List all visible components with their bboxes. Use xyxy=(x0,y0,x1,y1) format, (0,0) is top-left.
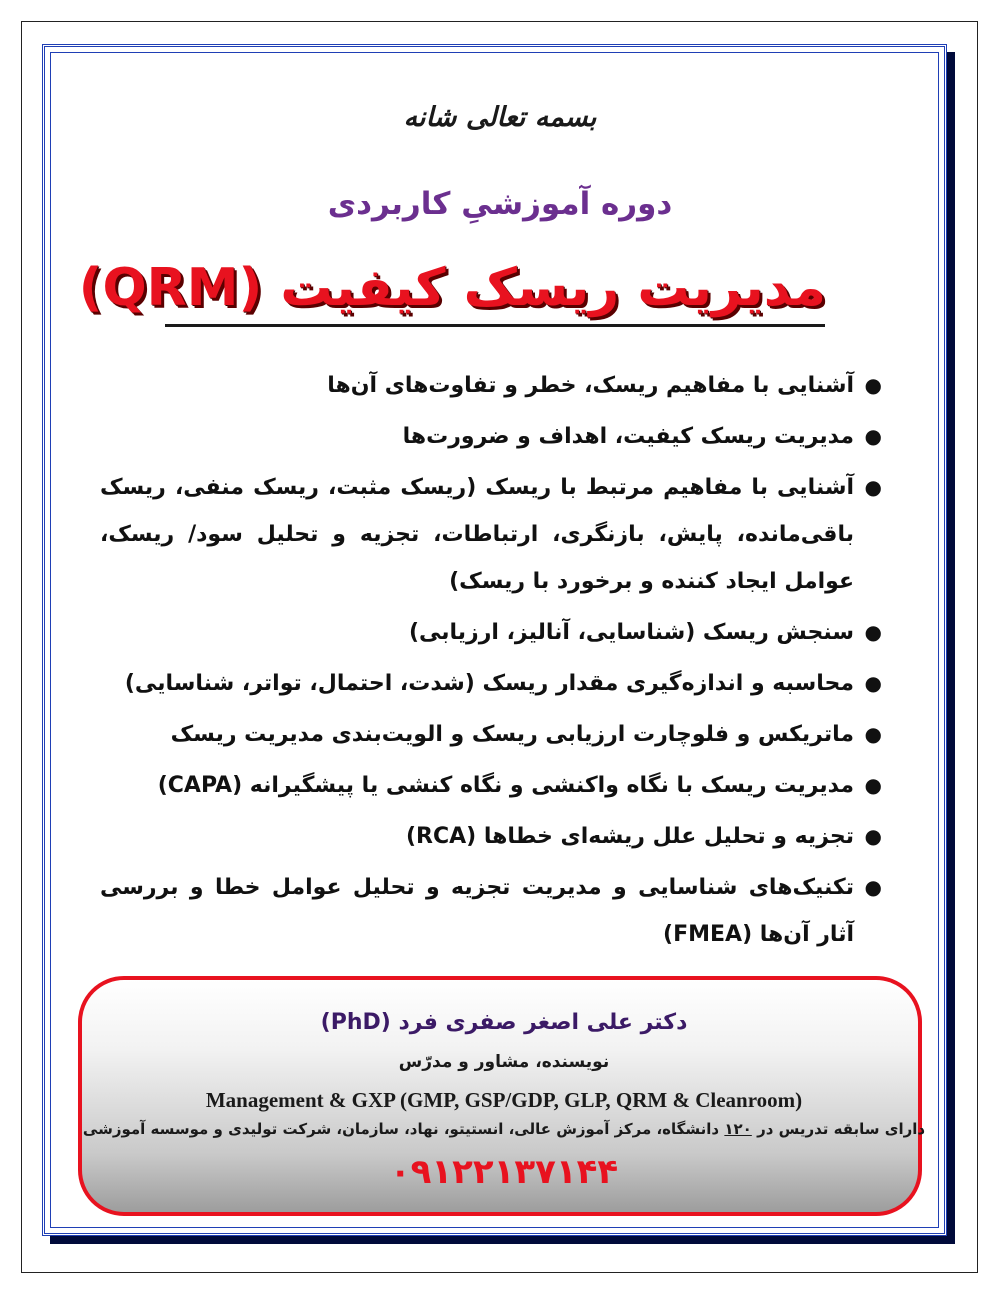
topic-item: ● آشنایی با مفاهیم مرتبط با ریسک (ریسک مثبت، ریسک منفی، ریسک باقی‌مانده، پایش، بازنگری، ارتباطات، تجزیه و تحلیل سود/ ریسک، عوامل ایجاد کننده و برخورد با ریسک) xyxy=(100,464,890,605)
bullet-icon: ● xyxy=(864,424,882,448)
bullet-icon: ● xyxy=(864,824,882,848)
topic-item: ● آشنایی با مفاهیم ریسک، خطر و تفاوت‌های آن‌ها xyxy=(100,362,890,409)
instructor-name: دکتر علی اصغر صفری فرد (PhD) xyxy=(320,1010,688,1035)
instructor-experience: دارای سابقه تدریس در ۱۲۰ دانشگاه، مرکز آموزش عالی، انستیتو، نهاد، سازمان، شرکت تولیدی و موسسه آموزشی xyxy=(82,1120,926,1138)
instructor-box xyxy=(78,976,926,1216)
bullet-icon: ● xyxy=(864,373,882,397)
instructor-fields: Management & GXP (GMP, GSP/GDP, GLP, QRM & Cleanroom) xyxy=(205,1088,803,1112)
bullet-icon: ● xyxy=(864,722,882,746)
topic-item: ● تجزیه و تحلیل علل ریشه‌ای خطاها (RCA) xyxy=(100,813,890,860)
title-underline xyxy=(165,324,825,327)
topic-item: ● سنجش ریسک (شناسایی، آنالیز، ارزیابی) xyxy=(100,609,890,656)
topic-list xyxy=(100,362,890,962)
topic-item: ● تکنیک‌های شناسایی و مدیریت تجزیه و تحلیل عوامل خطا و بررسی آثار آن‌ها (FMEA) xyxy=(100,864,890,958)
invocation-calligraphy: بسمه تعالی شانه xyxy=(403,102,597,133)
bullet-icon: ● xyxy=(864,620,882,644)
course-title: مدیریت ریسک کیفیت (QRM) xyxy=(78,258,826,318)
topic-item: ● مدیریت ریسک کیفیت، اهداف و ضرورت‌ها xyxy=(100,413,890,460)
bullet-icon: ● xyxy=(864,875,882,899)
bullet-icon: ● xyxy=(864,671,882,695)
topic-item: ● محاسبه و اندازه‌گیری مقدار ریسک (شدت، احتمال، تواتر، شناسایی) xyxy=(100,660,890,707)
contact-phone[interactable]: ۰۹۱۲۲۱۳۷۱۴۴ xyxy=(389,1152,619,1192)
bullet-icon: ● xyxy=(864,475,882,499)
topic-item: ● مدیریت ریسک با نگاه واکنشی و نگاه کنشی یا پیشگیرانه (CAPA) xyxy=(100,762,890,809)
topic-item: ● ماتریکس و فلوچارت ارزیابی ریسک و الویت‌بندی مدیریت ریسک xyxy=(100,711,890,758)
bullet-icon: ● xyxy=(864,773,882,797)
experience-count: ۱۲۰ xyxy=(724,1120,752,1138)
instructor-role: نویسنده، مشاور و مدرّس xyxy=(398,1052,610,1072)
course-subtitle: دوره آموزشیِ کاربردی xyxy=(327,186,673,222)
